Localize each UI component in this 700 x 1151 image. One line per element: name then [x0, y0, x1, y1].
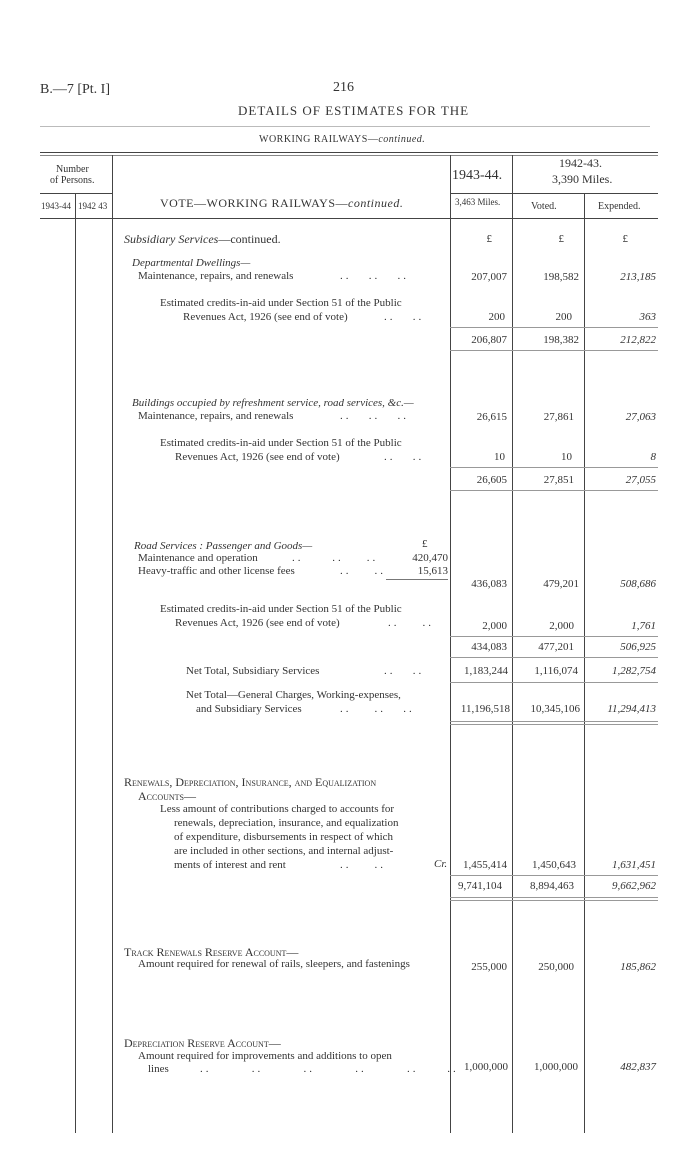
leader: .. .. .. .. .. ..: [200, 1063, 459, 1075]
renewals-line-3: of expenditure, disbursements in respect of which: [174, 831, 394, 843]
road-net-expended: 506,925: [620, 641, 656, 653]
road-heading: Road Services : Passenger and Goods—: [134, 540, 313, 552]
grand-total-label-1: Net Total—General Charges, Working-expenses,: [186, 689, 401, 701]
road-credits-voted: 2,000: [549, 620, 574, 632]
renewals-line-4: are included in other sections, and internal adjust-: [174, 845, 394, 857]
depreciation-heading: Depreciation Reserve Account—: [124, 1036, 281, 1050]
buildings-net-expended: 27,055: [625, 474, 656, 486]
leader: .. .. ..: [340, 703, 415, 715]
page-subtitle: [259, 134, 425, 145]
depreciation-expended: 482,837: [620, 1061, 656, 1073]
track-heading: Track Renewals Reserve Account—: [124, 945, 299, 959]
buildings-credits-4344: 10: [494, 451, 505, 463]
depreciation-line-1: Amount required for improvements and additions to open: [138, 1050, 392, 1062]
road-credits-4344: 2,000: [482, 620, 507, 632]
vote-label: [160, 196, 403, 211]
col-1942-43-miles: 3,390 Miles.: [552, 172, 613, 186]
credit-marker: Cr.: [434, 858, 448, 870]
currency-3: £: [622, 233, 628, 245]
buildings-credits-label-1: Estimated credits-in-aid under Section 51 of the Public: [160, 437, 402, 449]
road-credits-expended: 1,761: [631, 620, 656, 632]
depreciation-line-2: lines: [148, 1063, 169, 1075]
road-maint-amount: 420,470: [412, 552, 448, 564]
buildings-credits-label-2: Revenues Act, 1926 (see end of vote): [175, 451, 340, 463]
currency-1: £: [486, 233, 492, 245]
leader: .. .. ..: [340, 270, 409, 282]
dwellings-maint-label: Maintenance, repairs, and renewals: [138, 270, 294, 282]
renewals-heading-2: Accounts—: [138, 789, 197, 803]
leader: .. ..: [384, 451, 425, 463]
col-1943-44: 1943-44.: [452, 168, 503, 183]
subsidiary-heading-text: Subsidiary Services: [124, 232, 219, 246]
leader: .. .. ..: [340, 410, 409, 422]
net-total-4344: 1,183,244: [464, 665, 508, 677]
subtitle-cont: continued.: [378, 134, 426, 145]
dwellings-maint-4344: 207,007: [471, 271, 507, 283]
road-credits-label-1: Estimated credits-in-aid under Section 51 of the Public: [160, 603, 402, 615]
buildings-credits-expended: 8: [650, 451, 656, 463]
leader: .. ..: [384, 311, 425, 323]
doc-reference: B.—7 [Pt. I]: [40, 82, 110, 97]
dwellings-credits-4344: 200: [488, 311, 505, 323]
page-title: DETAILS OF ESTIMATES FOR THE: [238, 103, 470, 118]
leader: .. ..: [340, 859, 386, 871]
grand-total-label-2: and Subsidiary Services: [196, 703, 302, 715]
vote-label-main: VOTE—WORKING RAILWAYS—: [160, 196, 348, 210]
road-gross-4344: 436,083: [471, 578, 507, 590]
depreciation-4344: 1,000,000: [464, 1061, 508, 1073]
road-heavy-amount: 15,613: [417, 565, 448, 577]
col-1942-43: 1942-43.: [559, 156, 602, 170]
buildings-credits-voted: 10: [561, 451, 572, 463]
balance-4344: 9,741,104: [458, 880, 502, 892]
depreciation-voted: 1,000,000: [534, 1061, 578, 1073]
renewals-voted: 1,450,643: [532, 859, 576, 871]
net-total-voted: 1,116,074: [534, 665, 578, 677]
balance-expended: 9,662,962: [612, 880, 656, 892]
buildings-maint-voted: 27,861: [543, 411, 574, 423]
road-maint-label: Maintenance and operation: [138, 552, 258, 564]
track-line: Amount required for renewal of rails, sleepers, and fastenings: [138, 958, 410, 970]
net-total-label: Net Total, Subsidiary Services: [186, 665, 320, 677]
dwellings-maint-voted: 198,582: [543, 271, 579, 283]
balance-voted: 8,894,463: [530, 880, 574, 892]
leader: .. ..: [340, 565, 386, 577]
buildings-net-4344: 26,605: [476, 474, 507, 486]
col-1943-44-miles: 3,463 Miles.: [455, 197, 501, 207]
leader: .. ..: [388, 617, 434, 629]
track-expended: 185,862: [620, 961, 656, 973]
net-total-expended: 1,282,754: [612, 665, 656, 677]
vote-label-cont: continued.: [348, 196, 404, 210]
dwellings-net-expended: 212,822: [620, 334, 656, 346]
subsidiary-heading-cont: —continued.: [218, 232, 281, 246]
road-gross-voted: 479,201: [543, 578, 579, 590]
dwellings-credits-label-1: Estimated credits-in-aid under Section 51 of the Public: [160, 297, 402, 309]
page-number: 216: [333, 80, 354, 95]
renewals-4344: 1,455,414: [463, 859, 507, 871]
dwellings-net-voted: 198,382: [543, 334, 579, 346]
dwellings-credits-expended: 363: [639, 311, 656, 323]
dwellings-heading: Departmental Dwellings—: [132, 257, 251, 269]
grand-total-voted: 10,345,106: [530, 703, 580, 715]
col-voted: Voted.: [531, 201, 557, 212]
dwellings-credits-label-2: Revenues Act, 1926 (see end of vote): [183, 311, 348, 323]
dwellings-net-4344: 206,807: [471, 334, 507, 346]
dwellings-credits-voted: 200: [555, 311, 572, 323]
persons-year-1943: 1943-44: [41, 201, 71, 211]
buildings-maint-4344: 26,615: [476, 411, 507, 423]
renewals-line-5: ments of interest and rent: [174, 859, 286, 871]
currency-2: £: [558, 233, 564, 245]
road-net-4344: 434,083: [471, 641, 507, 653]
renewals-expended: 1,631,451: [612, 859, 656, 871]
subtitle-main: WORKING RAILWAYS—: [259, 134, 379, 145]
persons-label-2: of Persons.: [50, 175, 95, 186]
renewals-line-2: renewals, depreciation, insurance, and equalization: [174, 817, 399, 829]
dwellings-maint-expended: 213,185: [620, 271, 656, 283]
persons-label: Number: [56, 164, 89, 175]
road-heavy-label: Heavy-traffic and other license fees: [138, 565, 295, 577]
leader: .. ..: [384, 665, 425, 677]
persons-year-1942: 1942 43: [78, 201, 108, 211]
renewals-line-1: Less amount of contributions charged to accounts for: [160, 803, 395, 815]
road-currency: £: [422, 538, 428, 550]
buildings-maint-label: Maintenance, repairs, and renewals: [138, 410, 294, 422]
leader: .. .. ..: [292, 552, 379, 564]
grand-total-4344: 11,196,518: [460, 703, 510, 715]
buildings-maint-expended: 27,063: [625, 411, 656, 423]
subsidiary-heading: [124, 232, 281, 247]
road-credits-label-2: Revenues Act, 1926 (see end of vote): [175, 617, 340, 629]
buildings-heading: Buildings occupied by refreshment service, road services, &c.—: [132, 397, 414, 409]
col-expended: Expended.: [598, 201, 641, 212]
road-net-voted: 477,201: [538, 641, 574, 653]
grand-total-expended: 11,294,413: [607, 703, 656, 715]
track-4344: 255,000: [471, 961, 507, 973]
buildings-net-voted: 27,851: [543, 474, 574, 486]
road-gross-expended: 508,686: [620, 578, 656, 590]
renewals-heading-1: Renewals, Depreciation, Insurance, and Equalization: [124, 775, 377, 789]
track-voted: 250,000: [538, 961, 574, 973]
